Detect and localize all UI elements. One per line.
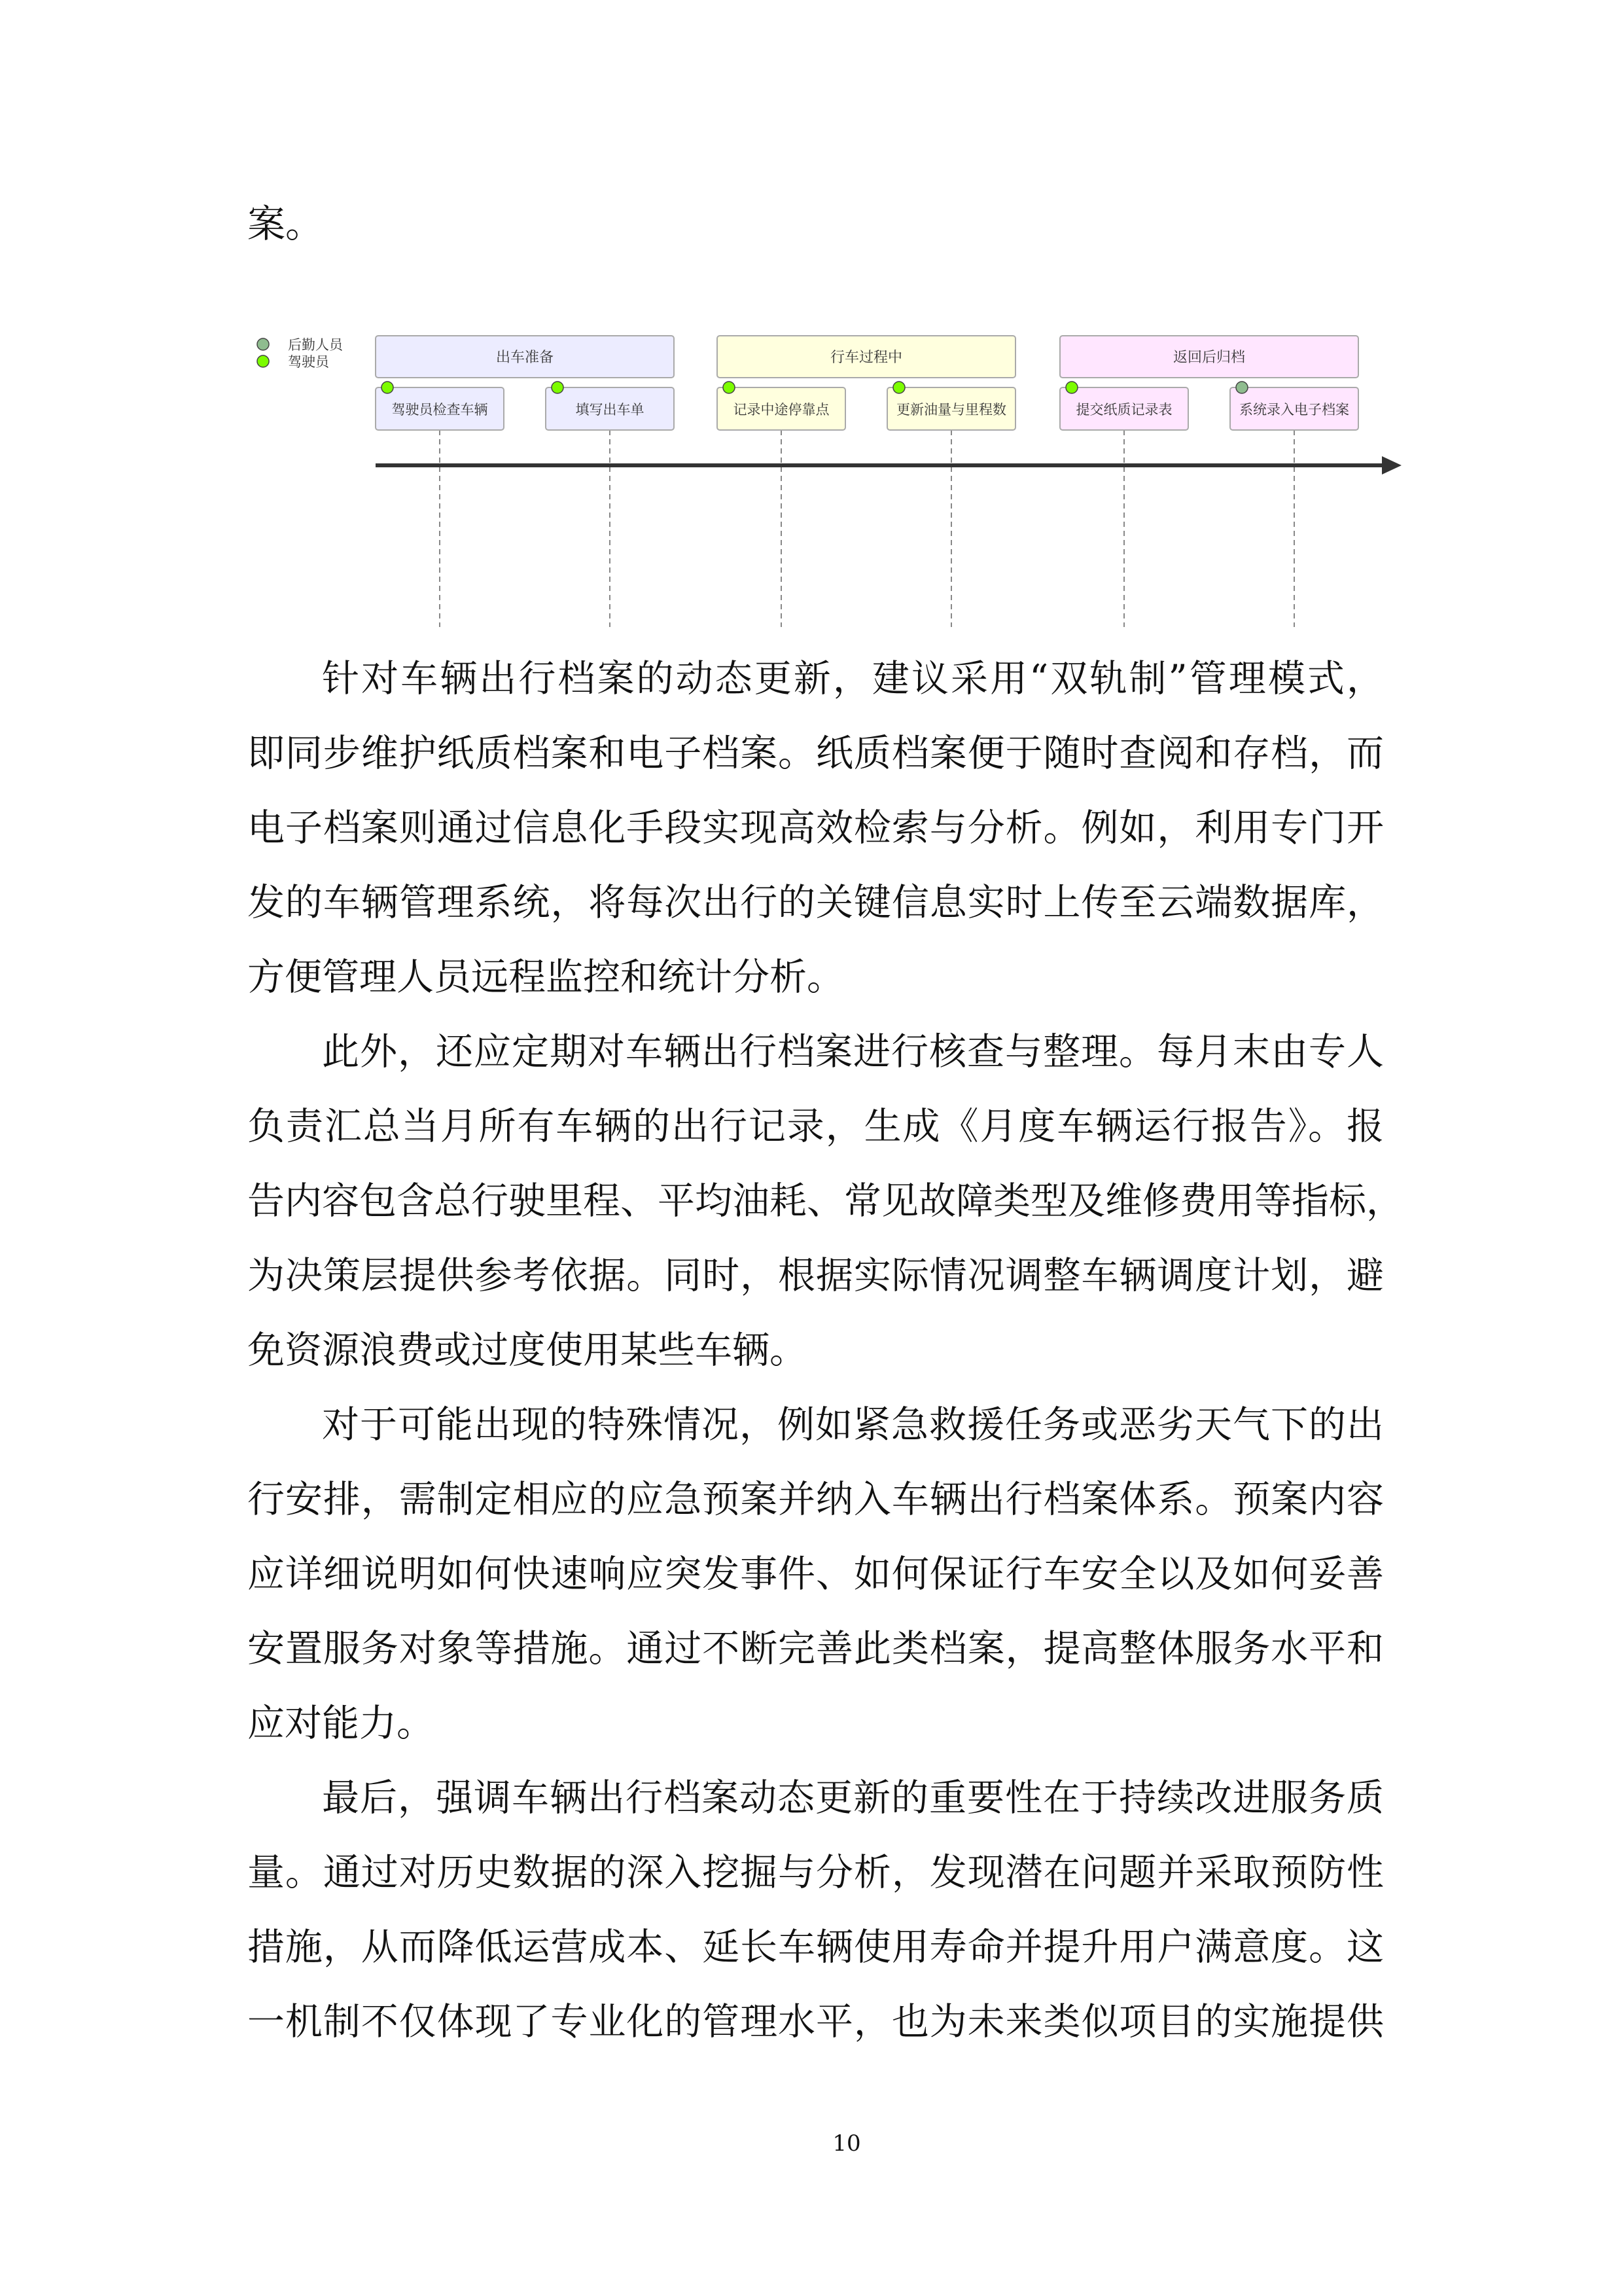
task-label: 记录中途停靠点 bbox=[733, 402, 830, 418]
actor-dot bbox=[381, 382, 393, 393]
text-line: 此外，还应定期对车辆出行档案进行核查与整理。每月末由专人 bbox=[322, 1030, 1384, 1073]
text-line: 为决策层提供参考依据。同时，根据实际情况调整车辆调度计划，避 bbox=[247, 1254, 1384, 1297]
text-line: 安置服务对象等措施。通过不断完善此类档案，提高整体服务水平和 bbox=[247, 1627, 1384, 1670]
continuation-text: 案。 bbox=[247, 202, 324, 246]
task-label: 更新油量与里程数 bbox=[896, 402, 1006, 418]
task-label: 填写出车单 bbox=[575, 402, 644, 418]
page-number: 10 bbox=[832, 2130, 861, 2157]
actor-dot bbox=[893, 382, 905, 393]
actor-dot bbox=[723, 382, 735, 393]
body-text bbox=[247, 641, 1403, 2059]
paragraph bbox=[247, 1014, 1403, 1388]
actor-dot bbox=[1066, 382, 1078, 393]
text-line: 量。通过对历史数据的深入挖掘与分析，发现潜在问题并采取预防性 bbox=[247, 1851, 1384, 1894]
actor-dot bbox=[1236, 382, 1248, 393]
text-line: 措施，从而降低运营成本、延长车辆使用寿命并提升用户满意度。这 bbox=[247, 1926, 1384, 1969]
text-line: 应详细说明如何快速响应突发事件、如何保证行车安全以及如何妥善 bbox=[247, 1552, 1384, 1596]
text-line: 发的车辆管理系统，将每次出行的关键信息实时上传至云端数据库， bbox=[247, 881, 1384, 924]
text-line: 电子档案则通过信息化手段实现高效检索与分析。例如，利用专门开 bbox=[247, 806, 1384, 850]
arrow-head-icon bbox=[1382, 456, 1402, 475]
text-line: 一机制不仅体现了专业化的管理水平，也为未来类似项目的实施提供 bbox=[247, 2000, 1384, 2043]
text-line: 行安排，需制定相应的应急预案并纳入车辆出行档案体系。预案内容 bbox=[247, 1478, 1384, 1521]
phase-title: 出车准备 bbox=[495, 350, 554, 366]
paragraph bbox=[247, 1388, 1384, 1761]
paragraph bbox=[247, 1761, 1384, 2059]
legend-label: 驾驶员 bbox=[288, 354, 329, 370]
legend-dot bbox=[257, 338, 269, 350]
paragraph bbox=[247, 641, 1384, 1014]
task-label: 驾驶员检查车辆 bbox=[391, 402, 488, 418]
text-line: 负责汇总当月所有车辆的出行记录，生成《月度车辆运行报告》。报 bbox=[247, 1105, 1384, 1148]
text-line: 免资源浪费或过度使用某些车辆。 bbox=[247, 1329, 807, 1372]
timeline-diagram bbox=[0, 0, 1624, 655]
text-line: 方便管理人员远程监控和统计分析。 bbox=[247, 956, 844, 999]
legend-label: 后勤人员 bbox=[288, 337, 343, 353]
text-line: 最后，强调车辆出行档案动态更新的重要性在于持续改进服务质 bbox=[322, 1776, 1384, 1820]
actor-dot bbox=[552, 382, 563, 393]
phase-title: 行车过程中 bbox=[830, 350, 903, 366]
text-line: 针对车辆出行档案的动态更新，建议采用“双轨制”管理模式， bbox=[322, 657, 1384, 700]
text-line: 应对能力。 bbox=[247, 1702, 434, 1745]
text-line: 对于可能出现的特殊情况，例如紧急救援任务或恶劣天气下的出 bbox=[322, 1403, 1384, 1446]
phase-title: 返回后归档 bbox=[1173, 350, 1246, 366]
task-label: 系统录入电子档案 bbox=[1239, 402, 1349, 418]
task-label: 提交纸质记录表 bbox=[1076, 402, 1173, 418]
legend-dot bbox=[257, 355, 269, 367]
text-line: 告内容包含总行驶里程、平均油耗、常见故障类型及维修费用等指标， bbox=[247, 1179, 1403, 1223]
text-line: 即同步维护纸质档案和电子档案。纸质档案便于随时查阅和存档，而 bbox=[247, 732, 1384, 775]
